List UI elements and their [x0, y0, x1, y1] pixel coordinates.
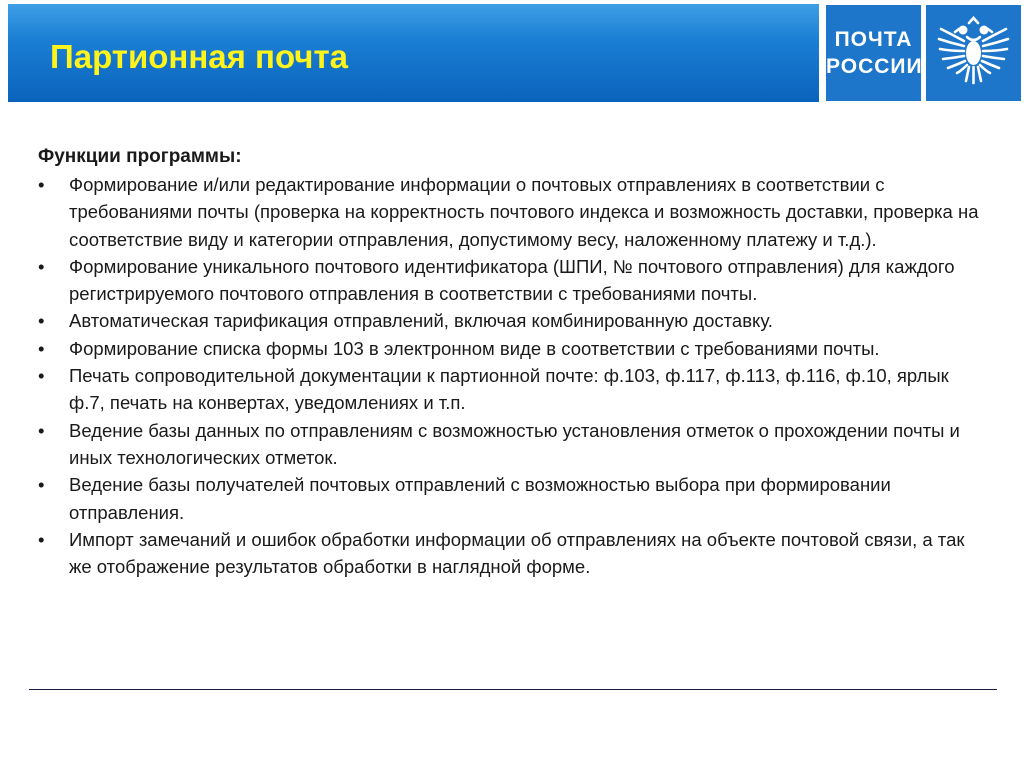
wordmark-line-2: РОССИИ [826, 55, 923, 78]
list-item-text: Ведение базы данных по отправлениям с возможностью установления отметок о прохождении почты и иных технологических отметок. [69, 419, 960, 468]
list-item [38, 335, 988, 362]
wordmark-text [826, 26, 921, 80]
bullet-icon: • [38, 337, 45, 359]
double-headed-eagle-icon [933, 15, 1014, 91]
functions-list [38, 171, 988, 580]
list-item [38, 253, 988, 308]
list-item-text: Импорт замечаний и ошибок обработки информации об отправлениях на объекте почтовой связи, а так же отображение результатов обработки в наглядной форме. [69, 528, 965, 578]
russian-post-wordmark [826, 5, 921, 101]
list-item-text: Автоматическая тарификация отправлений, включая комбинированную доставку. [69, 310, 773, 332]
bullet-icon: • [38, 310, 45, 332]
bullet-icon: • [38, 419, 45, 441]
bullet-icon: • [38, 474, 45, 496]
bullet-icon: • [38, 174, 45, 195]
list-item-text: Печать сопроводительной документации к партионной почте: ф.103, ф.117, ф.113, ф.116, ф.10, ярлык ф.7, печать на конвертах, уведомлениях и т.п. [69, 365, 949, 414]
header-band [8, 4, 819, 102]
list-item [38, 171, 988, 253]
slide-title: Партионная почта [50, 38, 348, 75]
list-item-text: Формирование и/или редактирование информации о почтовых отправлениях в соответствии с требованиями почты (проверка на корректность почтового индекса и возможность доставки, проверка на соответствие виду и категории отправления, допустимому весу, наложенному платежу и т.д.). [69, 174, 979, 250]
list-item-text: Формирование уникального почтового идентификатора (ШПИ, № почтового отправления) для каждого регистрируемого почтового отправления в соответствии с требованиями почты. [69, 255, 955, 305]
bullet-icon: • [38, 255, 45, 277]
list-item [38, 307, 988, 334]
list-item [38, 526, 988, 581]
list-item [38, 362, 988, 417]
list-item [38, 417, 988, 472]
russian-post-emblem [926, 5, 1021, 101]
list-item-text: Ведение базы получателей почтовых отправлений с возможностью выбора при формировании отправления. [69, 474, 891, 523]
list-item-text: Формирование списка формы 103 в электронном виде в соответствии с требованиями почты. [69, 337, 880, 359]
bullet-icon: • [38, 365, 45, 387]
section-heading: Функции программы: [38, 146, 242, 167]
list-item [38, 471, 988, 526]
footer-divider [29, 689, 997, 690]
content-area [38, 143, 988, 580]
wordmark-line-1: ПОЧТА [834, 28, 913, 51]
bullet-icon: • [38, 528, 45, 550]
